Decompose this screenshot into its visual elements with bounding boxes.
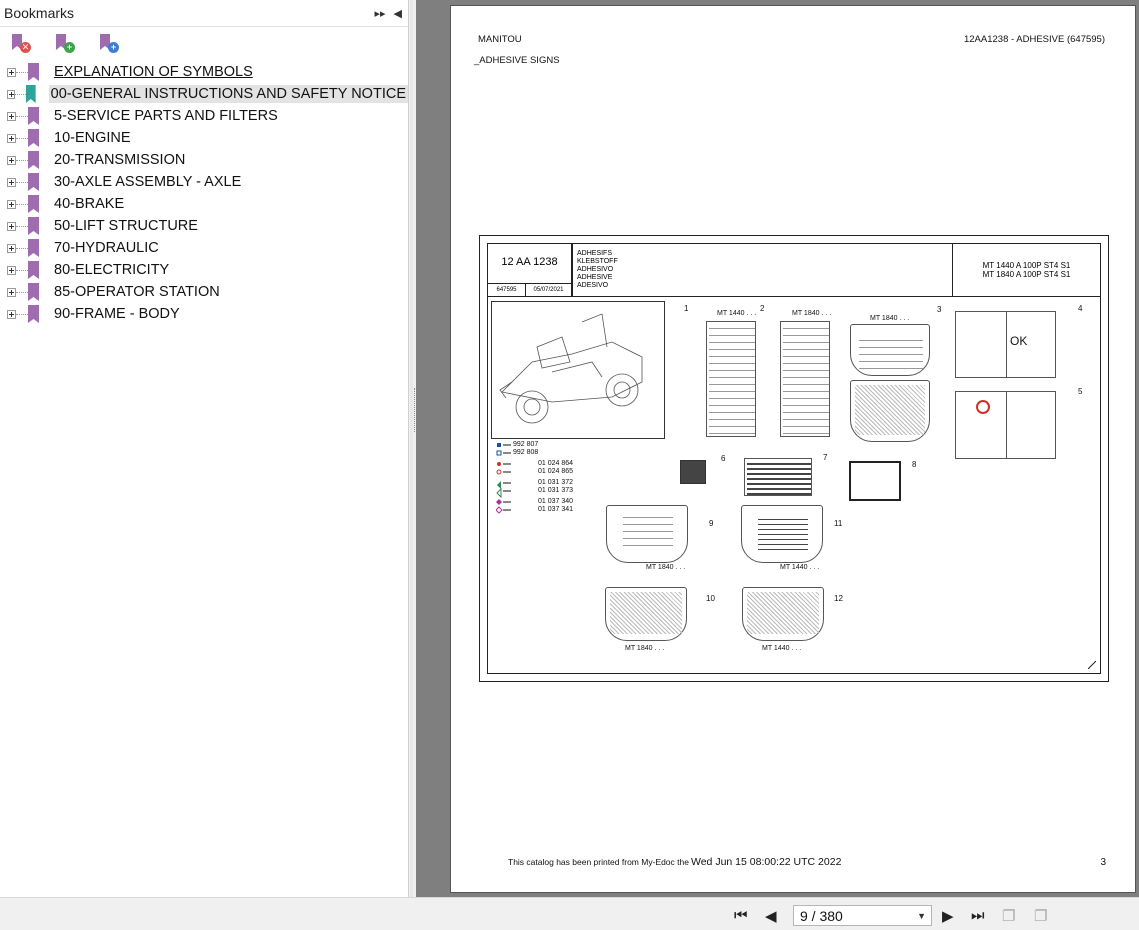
callout-number: 6 [721, 454, 726, 463]
language-label: ADHESIVE [577, 274, 613, 281]
page-brand: MANITOU [478, 34, 522, 45]
document-viewer[interactable] [416, 0, 1139, 897]
previous-page-icon[interactable]: ◀ [765, 908, 777, 925]
panel-splitter[interactable] [410, 0, 413, 897]
bookmark-item[interactable] [0, 281, 408, 303]
navigation-bar [0, 897, 1139, 930]
bookmark-item[interactable] [0, 215, 408, 237]
panel-label: MT 1840 . . . [792, 310, 832, 317]
bookmark-item-selected[interactable] [0, 83, 408, 105]
bookmark-label[interactable]: 5-SERVICE PARTS AND FILTERS [54, 108, 278, 124]
callout-number: 11 [834, 519, 843, 528]
load-chart-sticker [605, 587, 687, 641]
bookmark-label[interactable]: 30-AXLE ASSEMBLY - AXLE [54, 174, 242, 190]
danger-pictogram-sticker [955, 391, 1056, 459]
model-label: MT 1840 A 100P ST4 S1 [982, 270, 1071, 279]
expand-icon[interactable] [7, 288, 16, 297]
legend-entry: 01 031 373 [538, 487, 574, 494]
bookmark-icon [28, 151, 39, 169]
capacity-table-sticker [780, 321, 830, 437]
capacity-table-sticker [706, 321, 756, 437]
page-section-title: _ADHESIVE SIGNS [474, 55, 560, 66]
bookmark-item[interactable] [0, 237, 408, 259]
bookmark-item[interactable] [0, 61, 408, 83]
figure-frame [487, 243, 1101, 674]
first-page-icon[interactable]: ⏮ [734, 907, 748, 924]
bookmark-icon [28, 107, 39, 125]
page-number: 3 [1100, 857, 1106, 868]
bookmark-label[interactable]: 10-ENGINE [54, 130, 131, 146]
figure-languages [577, 250, 618, 290]
bookmark-item[interactable] [0, 127, 408, 149]
panel-label: MT 1840 . . . [870, 315, 910, 322]
figure-code: 12 AA 1238 [488, 244, 572, 284]
figure-models [952, 244, 1100, 296]
footer-printed-text: This catalog has been printed from My-Edoc the [508, 857, 689, 867]
callout-number: 5 [1078, 387, 1083, 396]
panel-label: MT 1840 . . . [646, 564, 686, 571]
page-number-input[interactable]: 9 / 380 [800, 908, 843, 924]
model-label: MT 1440 A 100P ST4 S1 [982, 261, 1071, 270]
next-view-icon[interactable]: ❐ [1034, 908, 1048, 925]
bookmark-label[interactable]: 50-LIFT STRUCTURE [54, 218, 198, 234]
bookmarks-panel [0, 0, 409, 897]
bookmark-item[interactable] [0, 105, 408, 127]
legend-entry: 01 024 865 [538, 468, 574, 475]
bookmarks-title: Bookmarks [4, 5, 75, 21]
load-chart-sticker [741, 505, 823, 563]
expand-icon[interactable] [7, 112, 16, 121]
expand-icon[interactable] [7, 222, 16, 231]
bookmark-item[interactable] [0, 259, 408, 281]
lifting-pictogram-sticker [849, 461, 901, 501]
bookmark-item[interactable] [0, 171, 408, 193]
callout-number: 12 [834, 594, 843, 603]
legend-entry: 01 037 340 [538, 498, 574, 505]
machine-illustration [491, 301, 665, 439]
next-page-icon[interactable]: ▶ [942, 908, 954, 925]
bookmark-label[interactable]: 85-OPERATOR STATION [54, 284, 220, 300]
page-selector[interactable] [793, 905, 932, 926]
bookmark-tree [0, 59, 408, 325]
load-chart-sticker [606, 505, 688, 563]
panel-label: MT 1440 . . . [762, 645, 802, 652]
expand-icon[interactable] [7, 68, 16, 77]
bookmark-icon [28, 173, 39, 191]
bookmark-icon [28, 239, 39, 257]
bookmark-icon [28, 129, 39, 147]
bookmarks-header [0, 0, 408, 27]
bookmark-icon [28, 195, 39, 213]
bookmark-icon [28, 305, 39, 323]
panel-label: MT 1440 . . . [780, 564, 820, 571]
callout-number: 4 [1078, 304, 1083, 313]
bookmark-label[interactable]: 90-FRAME - BODY [54, 306, 180, 322]
callout-number: 1 [684, 304, 689, 313]
expand-icon[interactable] [7, 178, 16, 187]
panel-label: MT 1840 . . . [625, 645, 665, 652]
figure-ref-a: 647595 [488, 284, 526, 296]
expand-panel-icon[interactable]: ▸▸ [374, 7, 386, 20]
bookmark-label[interactable]: 40-BRAKE [54, 196, 125, 212]
bookmark-icon [28, 63, 39, 81]
bookmark-icon [26, 85, 36, 103]
callout-number: 3 [937, 305, 942, 314]
expand-icon[interactable] [7, 90, 15, 99]
callout-number: 8 [912, 460, 917, 469]
document-page [450, 5, 1136, 893]
delete-bookmark-icon[interactable]: ✕ [10, 32, 32, 54]
ok-label: OK [1010, 334, 1028, 348]
bookmark-icon [28, 217, 39, 235]
add-child-bookmark-icon[interactable]: + [98, 32, 120, 54]
expand-icon[interactable] [7, 244, 16, 253]
legend-entry: 01 031 372 [538, 479, 574, 486]
language-label: ADHESIVO [577, 266, 614, 273]
add-bookmark-icon[interactable]: + [54, 32, 76, 54]
expand-icon[interactable] [7, 200, 16, 209]
last-page-icon[interactable]: ⏭ [971, 907, 985, 924]
legend-entry: 01 024 864 [538, 460, 574, 467]
bookmark-label[interactable]: 70-HYDRAULIC [54, 240, 159, 256]
bookmark-icon [28, 261, 39, 279]
load-chart-sticker [850, 380, 930, 442]
language-label: ADHESIFS [577, 250, 613, 257]
bookmark-item[interactable] [0, 149, 408, 171]
load-chart-sticker [850, 324, 930, 376]
legend-entry: 01 037 341 [538, 506, 574, 513]
load-chart-sticker [742, 587, 824, 641]
safety-pictogram-sticker [955, 311, 1056, 378]
expand-icon[interactable] [7, 310, 16, 319]
bookmark-item[interactable] [0, 193, 408, 215]
bookmark-label[interactable]: 80-ELECTRICITY [54, 262, 170, 278]
callout-number: 2 [760, 304, 765, 313]
figure-ref-b: 05/07/2021 [526, 284, 572, 296]
expand-icon[interactable] [7, 156, 16, 165]
bookmark-label[interactable]: 20-TRANSMISSION [54, 152, 186, 168]
callout-number: 10 [706, 594, 715, 603]
language-label: ADESIVO [577, 282, 609, 289]
previous-view-icon[interactable]: ❐ [1002, 908, 1016, 925]
instructions-sticker [744, 458, 812, 496]
callout-number: 7 [823, 453, 828, 462]
expand-icon[interactable] [7, 266, 16, 275]
bookmark-icon [28, 283, 39, 301]
legend-entry: 992 807 [513, 441, 539, 448]
chevron-down-icon[interactable]: ▼ [917, 911, 926, 921]
legend-entry: 992 808 [513, 449, 539, 456]
expand-icon[interactable] [7, 134, 16, 143]
callout-number: 9 [709, 519, 714, 528]
parts-figure [479, 235, 1109, 682]
footer-date: Wed Jun 15 08:00:22 UTC 2022 [691, 856, 842, 868]
bookmark-item[interactable] [0, 303, 408, 325]
page-reference: 12AA1238 - ADHESIVE (647595) [963, 34, 1105, 45]
panel-label: MT 1440 . . . [717, 310, 757, 317]
bookmarks-toolbar [0, 27, 408, 59]
bookmark-label[interactable]: 00-GENERAL INSTRUCTIONS AND SAFETY NOTICE [50, 86, 406, 102]
bookmark-label[interactable]: EXPLANATION OF SYMBOLS [54, 64, 253, 80]
language-label: KLEBSTOFF [577, 258, 618, 265]
collapse-panel-icon[interactable]: ◀ [393, 7, 402, 20]
emergency-exit-sticker [680, 460, 706, 484]
